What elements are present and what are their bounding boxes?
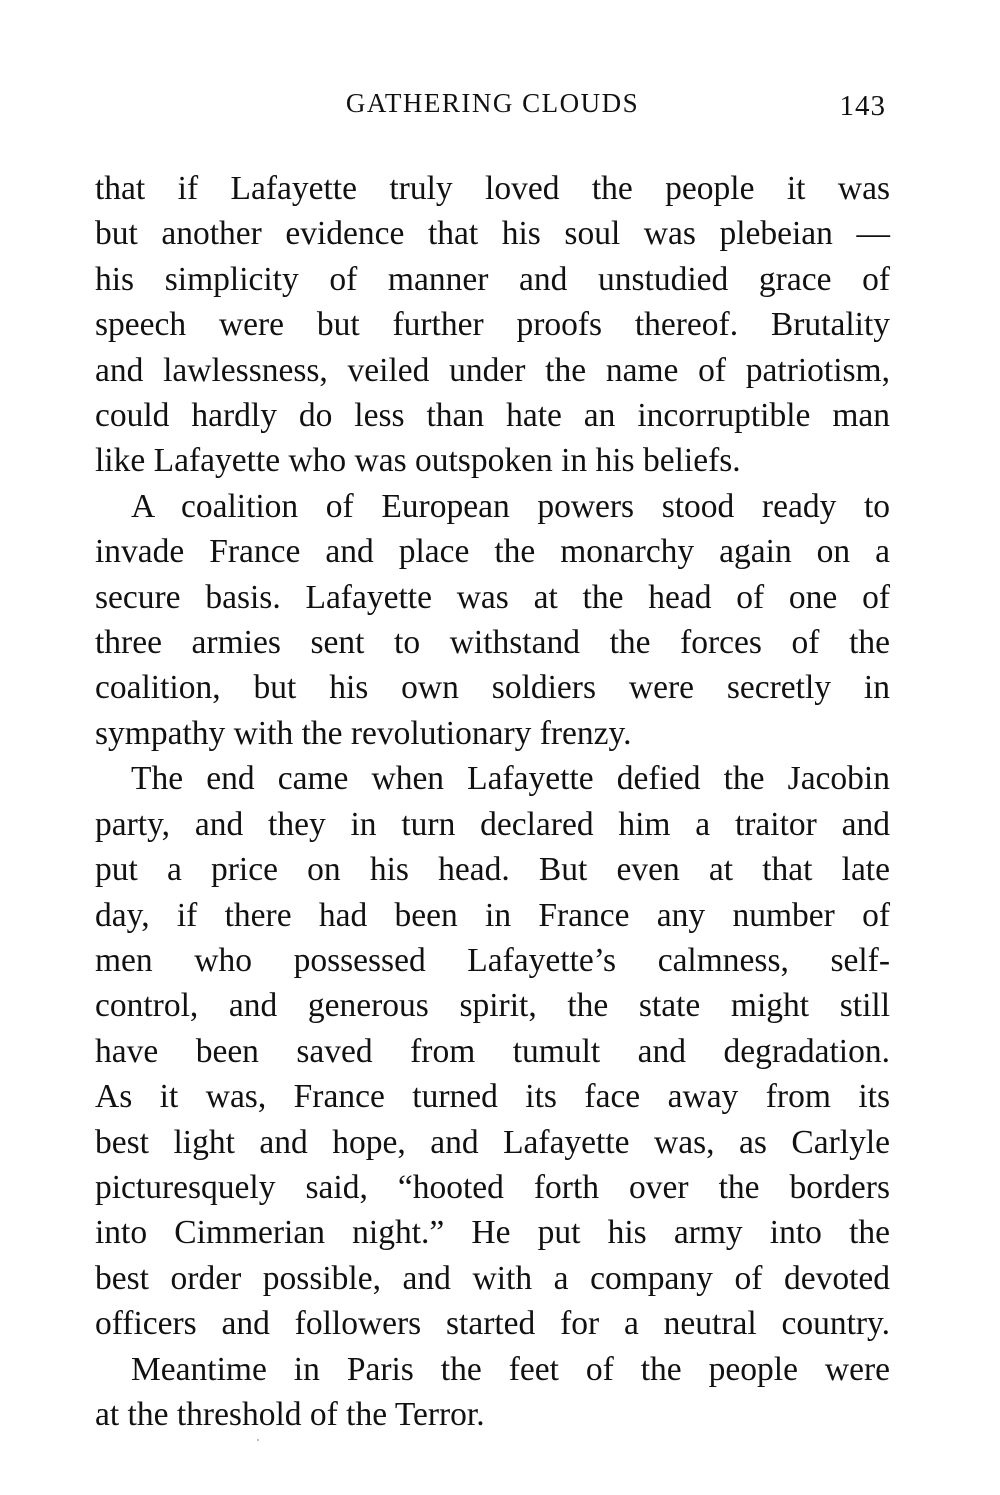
text-line: Meantime in Paris the feet of the people were [131, 1350, 890, 1388]
text-line: best order possible, and with a company of devoted [95, 1259, 890, 1297]
text-line: into Cimmerian night.” He put his army into the [95, 1214, 890, 1252]
print-speck [257, 1439, 259, 1441]
text-line: officers and followers started for a neutral country. [95, 1305, 890, 1343]
paragraph-2 [95, 484, 890, 756]
paragraph-4 [95, 1347, 890, 1438]
running-head [95, 88, 890, 128]
text-line: invade France and place the monarchy again on a [95, 533, 890, 571]
text-line: his simplicity of manner and unstudied grace of [95, 260, 890, 298]
text-line: secure basis. Lafayette was at the head of one of [95, 578, 890, 616]
text-line: speech were but further proofs thereof. Brutality [95, 306, 890, 344]
text-line: As it was, France turned its face away from its [95, 1078, 890, 1116]
text-line: day, if there had been in France any number of [95, 896, 890, 934]
text-line: that if Lafayette truly loved the people it was [95, 170, 890, 207]
paragraph-3 [95, 756, 890, 1346]
running-title: GATHERING CLOUDS [345, 88, 640, 118]
text-line: sympathy with the revolutionary frenzy. [95, 714, 632, 752]
text-line: like Lafayette who was outspoken in his beliefs. [95, 442, 741, 480]
text-line: put a price on his head. But even at that late [95, 851, 890, 889]
text-line: picturesquely said, “hooted forth over the borders [95, 1168, 890, 1206]
paragraph-1 [95, 166, 890, 484]
page-number: 143 [839, 90, 886, 122]
text-line: control, and generous spirit, the state might still [95, 987, 890, 1025]
text-line: three armies sent to withstand the forces of the [95, 624, 890, 662]
text-line: have been saved from tumult and degradation. [95, 1032, 890, 1070]
text-line: The end came when Lafayette defied the Jacobin [131, 760, 890, 798]
text-line: but another evidence that his soul was plebeian — [95, 215, 890, 253]
text-line: coalition, but his own soldiers were secretly in [95, 669, 890, 707]
text-line: at the threshold of the Terror. [95, 1395, 485, 1433]
text-line: best light and hope, and Lafayette was, as Carlyle [95, 1123, 890, 1161]
text-line: and lawlessness, veiled under the name of patriotism, [95, 351, 890, 389]
text-line: men who possessed Lafayette’s calmness, self- [95, 941, 890, 979]
text-line: could hardly do less than hate an incorruptible man [95, 397, 890, 435]
body-text [95, 166, 890, 1437]
text-line: party, and they in turn declared him a traitor and [95, 805, 890, 843]
text-line: A coalition of European powers stood ready to [131, 487, 890, 525]
